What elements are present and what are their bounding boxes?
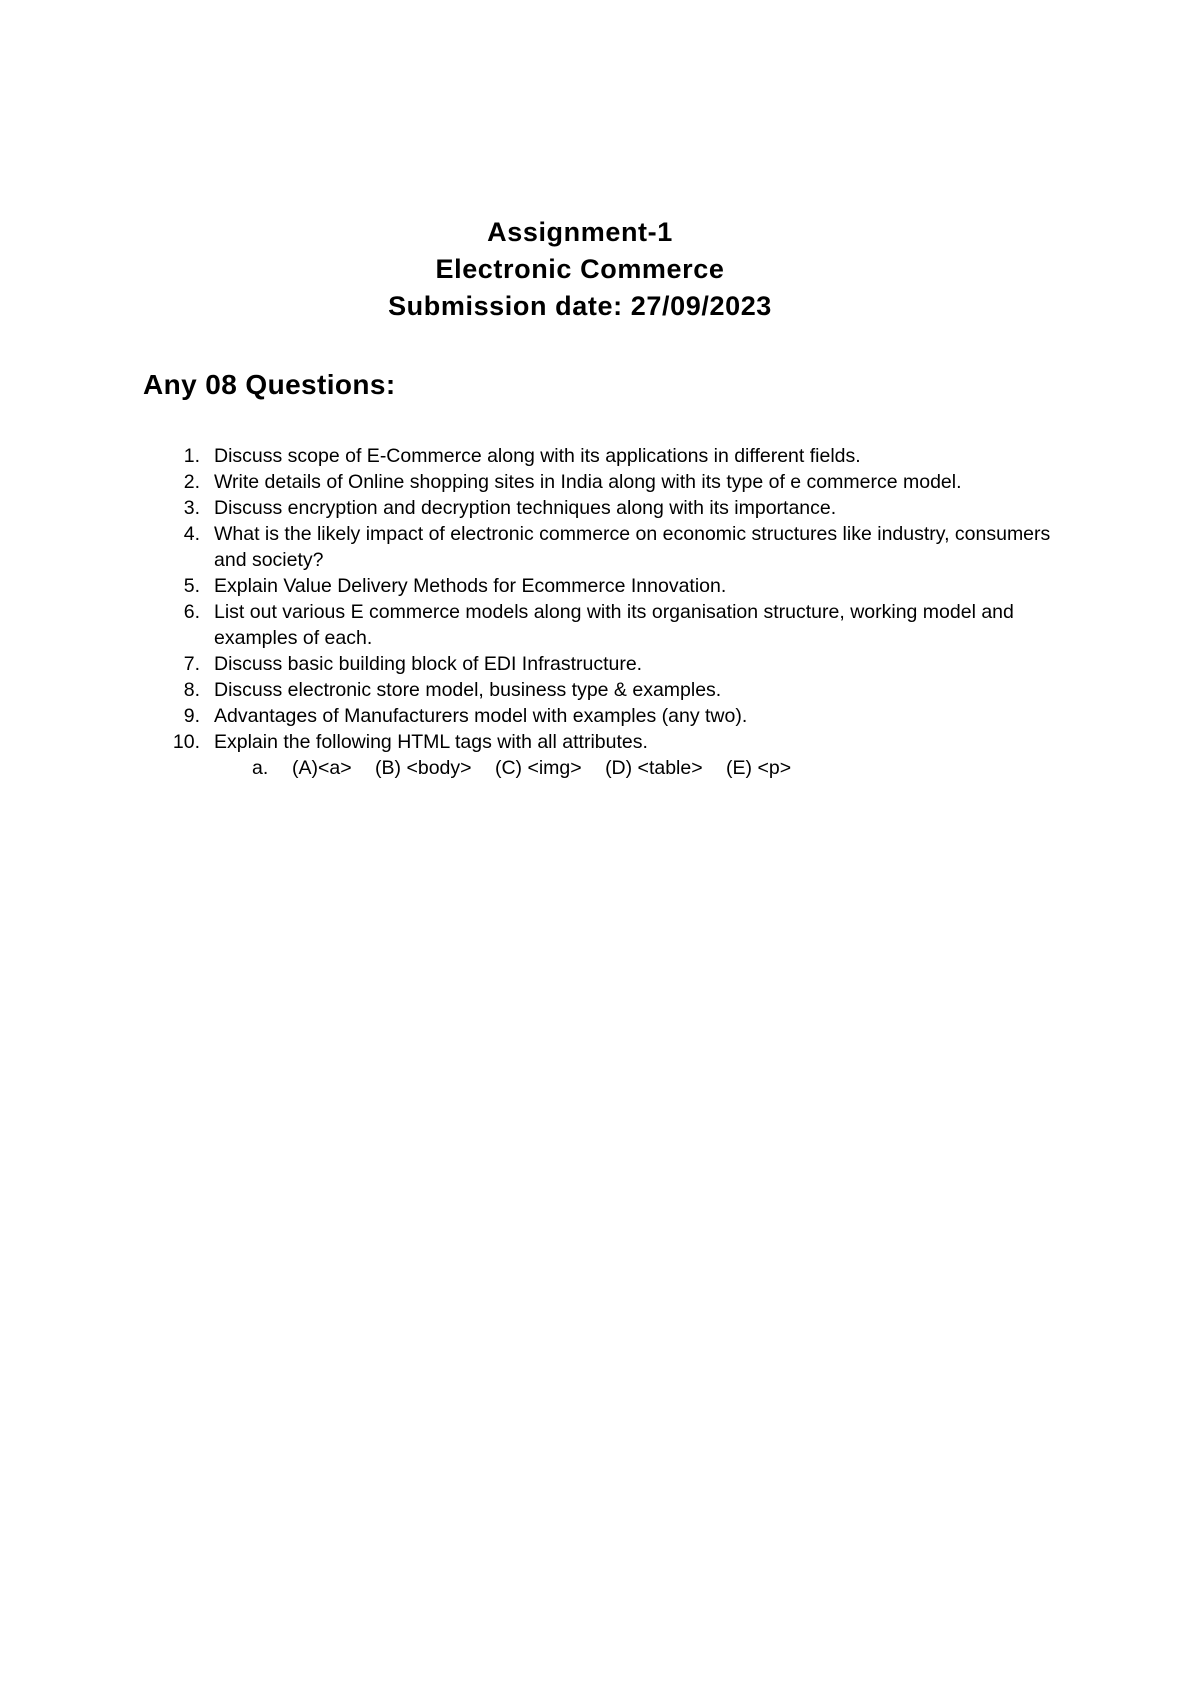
html-tag-body: (B) <body> bbox=[375, 757, 472, 779]
html-tag-img: (C) <img> bbox=[494, 757, 582, 779]
html-tag-p: (E) <p> bbox=[726, 757, 792, 779]
question-item bbox=[170, 521, 1070, 573]
question-text: Discuss electronic store model, business type & examples. bbox=[214, 679, 722, 701]
question-text: List out various E commerce models along with its organisation structure, working model and examples of each. bbox=[214, 601, 1014, 649]
question-item bbox=[170, 469, 1070, 495]
sub-question-list bbox=[214, 755, 1070, 781]
question-item bbox=[170, 729, 1070, 781]
sub-question-number: a. bbox=[252, 757, 269, 779]
question-number: 4. bbox=[183, 523, 200, 545]
question-item bbox=[170, 651, 1070, 677]
html-tag-table: (D) <table> bbox=[605, 757, 703, 779]
question-item bbox=[170, 495, 1070, 521]
assignment-title: Assignment-1 bbox=[487, 217, 673, 247]
question-number: 1. bbox=[183, 445, 200, 467]
question-number: 8. bbox=[183, 679, 200, 701]
question-number: 6. bbox=[183, 601, 200, 623]
question-text: Discuss basic building block of EDI Infrastructure. bbox=[214, 653, 643, 675]
html-tag-list bbox=[292, 757, 809, 779]
question-number: 5. bbox=[183, 575, 200, 597]
course-name: Electronic Commerce bbox=[435, 254, 725, 284]
question-number: 9. bbox=[183, 705, 200, 727]
question-number: 3. bbox=[183, 497, 200, 519]
html-tag-a: (A)<a> bbox=[292, 757, 352, 779]
question-text: Discuss encryption and decryption techniques along with its importance. bbox=[214, 497, 837, 519]
sub-question-item bbox=[214, 755, 1070, 781]
question-text: Advantages of Manufacturers model with examples (any two). bbox=[214, 705, 748, 727]
question-text: Explain the following HTML tags with all attributes. bbox=[214, 731, 648, 753]
question-item bbox=[170, 573, 1070, 599]
question-text: Discuss scope of E-Commerce along with its applications in different fields. bbox=[214, 445, 861, 467]
question-item bbox=[170, 599, 1070, 651]
question-item bbox=[170, 703, 1070, 729]
question-item bbox=[170, 443, 1070, 469]
question-number: 10. bbox=[172, 731, 200, 753]
question-number: 7. bbox=[183, 653, 200, 675]
section-title: Any 08 Questions: bbox=[143, 369, 396, 400]
question-number: 2. bbox=[183, 471, 200, 493]
submission-date: Submission date: 27/09/2023 bbox=[388, 291, 772, 321]
document-header bbox=[0, 214, 1160, 325]
question-list bbox=[170, 443, 1070, 781]
question-text: Write details of Online shopping sites in India along with its type of e commerce model. bbox=[214, 471, 962, 493]
question-item bbox=[170, 677, 1070, 703]
question-text: Explain Value Delivery Methods for Ecommerce Innovation. bbox=[214, 575, 727, 597]
question-text: What is the likely impact of electronic commerce on economic structures like industry, consumers and society? bbox=[214, 523, 1051, 571]
